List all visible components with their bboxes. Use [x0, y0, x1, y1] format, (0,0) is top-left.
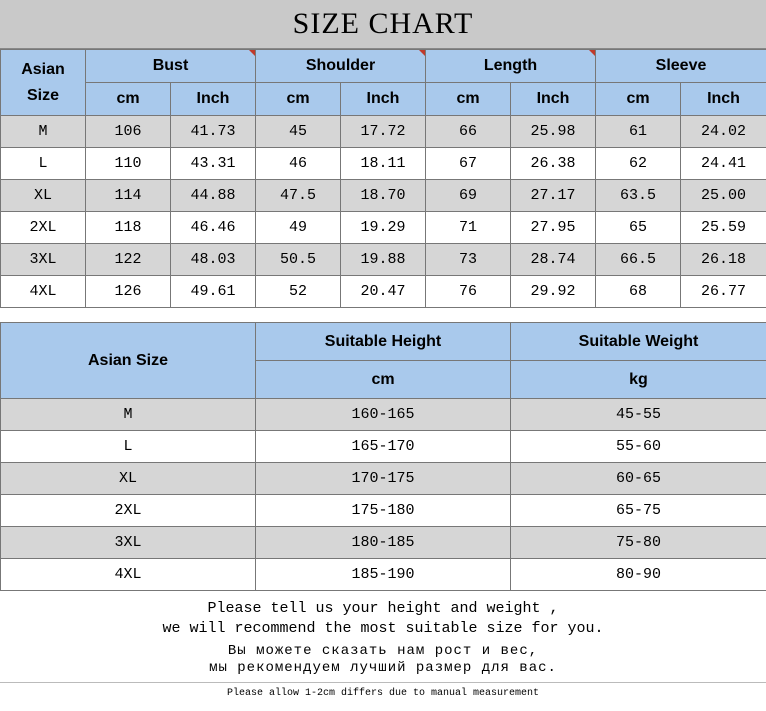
english-note-line-1: Please tell us your height and weight ,	[207, 600, 559, 617]
table-row	[1, 180, 766, 212]
measurement-cell: 118	[86, 212, 171, 244]
sleeve-inch-header: Inch	[681, 83, 766, 116]
table-row	[1, 527, 766, 559]
page-title: SIZE CHART	[292, 7, 474, 40]
measurement-cell: 41.73	[171, 116, 256, 148]
fit-table	[0, 322, 766, 591]
sleeve-header: Sleeve	[596, 50, 766, 83]
measurement-cell: 27.17	[511, 180, 596, 212]
height-cell: 165-170	[256, 431, 511, 463]
length-inch-header: Inch	[511, 83, 596, 116]
table-row	[1, 212, 766, 244]
measurement-cell: 47.5	[256, 180, 341, 212]
height-cell: 170-175	[256, 463, 511, 495]
measurement-cell: 106	[86, 116, 171, 148]
table-row	[1, 463, 766, 495]
shoulder-cm-header: cm	[256, 83, 341, 116]
weight-cell: 55-60	[511, 431, 766, 463]
measurement-cell: 46.46	[171, 212, 256, 244]
size-cell: XL	[1, 463, 256, 495]
measurement-cell: 63.5	[596, 180, 681, 212]
measurement-cell: 49	[256, 212, 341, 244]
measurement-cell: 114	[86, 180, 171, 212]
measurement-cell: 17.72	[341, 116, 426, 148]
measurement-cell: 43.31	[171, 148, 256, 180]
measurement-cell: 71	[426, 212, 511, 244]
measurement-cell: 19.29	[341, 212, 426, 244]
height-cell: 185-190	[256, 559, 511, 591]
size-cell: L	[1, 431, 256, 463]
size-cell: M	[1, 116, 86, 148]
table-row	[1, 495, 766, 527]
weight-cell: 80-90	[511, 559, 766, 591]
length-header: Length	[426, 50, 596, 83]
size-cell: 4XL	[1, 276, 86, 308]
size-cell: XL	[1, 180, 86, 212]
measurement-cell: 25.00	[681, 180, 766, 212]
measurement-cell: 28.74	[511, 244, 596, 276]
measurement-cell: 68	[596, 276, 681, 308]
measurement-cell: 65	[596, 212, 681, 244]
table-row	[1, 399, 766, 431]
measurement-cell: 66	[426, 116, 511, 148]
weight-cell: 45-55	[511, 399, 766, 431]
table-row	[1, 276, 766, 308]
suitable-height-header: Suitable Height	[256, 323, 511, 361]
suitable-weight-header: Suitable Weight	[511, 323, 766, 361]
measurement-cell: 26.38	[511, 148, 596, 180]
measurement-cell: 18.11	[341, 148, 426, 180]
size-cell: 2XL	[1, 212, 86, 244]
sleeve-cm-header: cm	[596, 83, 681, 116]
measurement-cell: 61	[596, 116, 681, 148]
measurement-cell: 67	[426, 148, 511, 180]
height-cell: 175-180	[256, 495, 511, 527]
size-cell: 3XL	[1, 244, 86, 276]
size-cell: 4XL	[1, 559, 256, 591]
shoulder-inch-header: Inch	[341, 83, 426, 116]
russian-note	[0, 643, 766, 677]
measurement-cell: 25.98	[511, 116, 596, 148]
title-bar	[0, 0, 766, 49]
size-cell: L	[1, 148, 86, 180]
measurement-cell: 62	[596, 148, 681, 180]
measurement-disclaimer: Please allow 1-2cm differs due to manual measurement	[226, 688, 540, 699]
table-row	[1, 431, 766, 463]
bust-header: Bust	[86, 50, 256, 83]
measurement-cell: 27.95	[511, 212, 596, 244]
measurement-cell: 49.61	[171, 276, 256, 308]
measurement-cell: 25.59	[681, 212, 766, 244]
measurement-cell: 110	[86, 148, 171, 180]
measurement-cell: 50.5	[256, 244, 341, 276]
table-row	[1, 244, 766, 276]
measurement-cell: 46	[256, 148, 341, 180]
height-cell: 160-165	[256, 399, 511, 431]
length-cm-header: cm	[426, 83, 511, 116]
size-cell: 2XL	[1, 495, 256, 527]
english-note-line-2: we will recommend the most suitable size for you.	[162, 620, 604, 637]
asian-size-header: Asian Size	[1, 50, 86, 116]
bust-inch-header: Inch	[171, 83, 256, 116]
english-note	[0, 599, 766, 639]
measurement-cell: 48.03	[171, 244, 256, 276]
measurement-cell: 76	[426, 276, 511, 308]
divider	[0, 682, 766, 683]
notes-section	[0, 593, 766, 711]
measurement-cell: 29.92	[511, 276, 596, 308]
russian-note-line-1: Вы можете сказать нам рост и вес,	[227, 643, 539, 659]
size-cell: 3XL	[1, 527, 256, 559]
table-row	[1, 116, 766, 148]
measurement-cell: 24.41	[681, 148, 766, 180]
table-row	[1, 559, 766, 591]
weight-cell: 65-75	[511, 495, 766, 527]
bust-cm-header: cm	[86, 83, 171, 116]
measurement-cell: 122	[86, 244, 171, 276]
measurement-cell: 19.88	[341, 244, 426, 276]
weight-cell: 75-80	[511, 527, 766, 559]
measurement-cell: 44.88	[171, 180, 256, 212]
height-unit-header: cm	[256, 361, 511, 399]
measurement-cell: 26.18	[681, 244, 766, 276]
measurement-table	[0, 49, 766, 308]
measurement-cell: 24.02	[681, 116, 766, 148]
size-cell: M	[1, 399, 256, 431]
measurement-cell: 20.47	[341, 276, 426, 308]
table-row	[1, 148, 766, 180]
measurement-cell: 18.70	[341, 180, 426, 212]
measurement-cell: 73	[426, 244, 511, 276]
measurement-cell: 66.5	[596, 244, 681, 276]
shoulder-header: Shoulder	[256, 50, 426, 83]
fit-asian-size-header: Asian Size	[1, 323, 256, 399]
russian-note-line-2: мы рекомендуем лучший размер для вас.	[209, 660, 557, 676]
weight-cell: 60-65	[511, 463, 766, 495]
measurement-cell: 45	[256, 116, 341, 148]
weight-unit-header: kg	[511, 361, 766, 399]
measurement-cell: 126	[86, 276, 171, 308]
measurement-cell: 52	[256, 276, 341, 308]
measurement-cell: 26.77	[681, 276, 766, 308]
measurement-cell: 69	[426, 180, 511, 212]
height-cell: 180-185	[256, 527, 511, 559]
